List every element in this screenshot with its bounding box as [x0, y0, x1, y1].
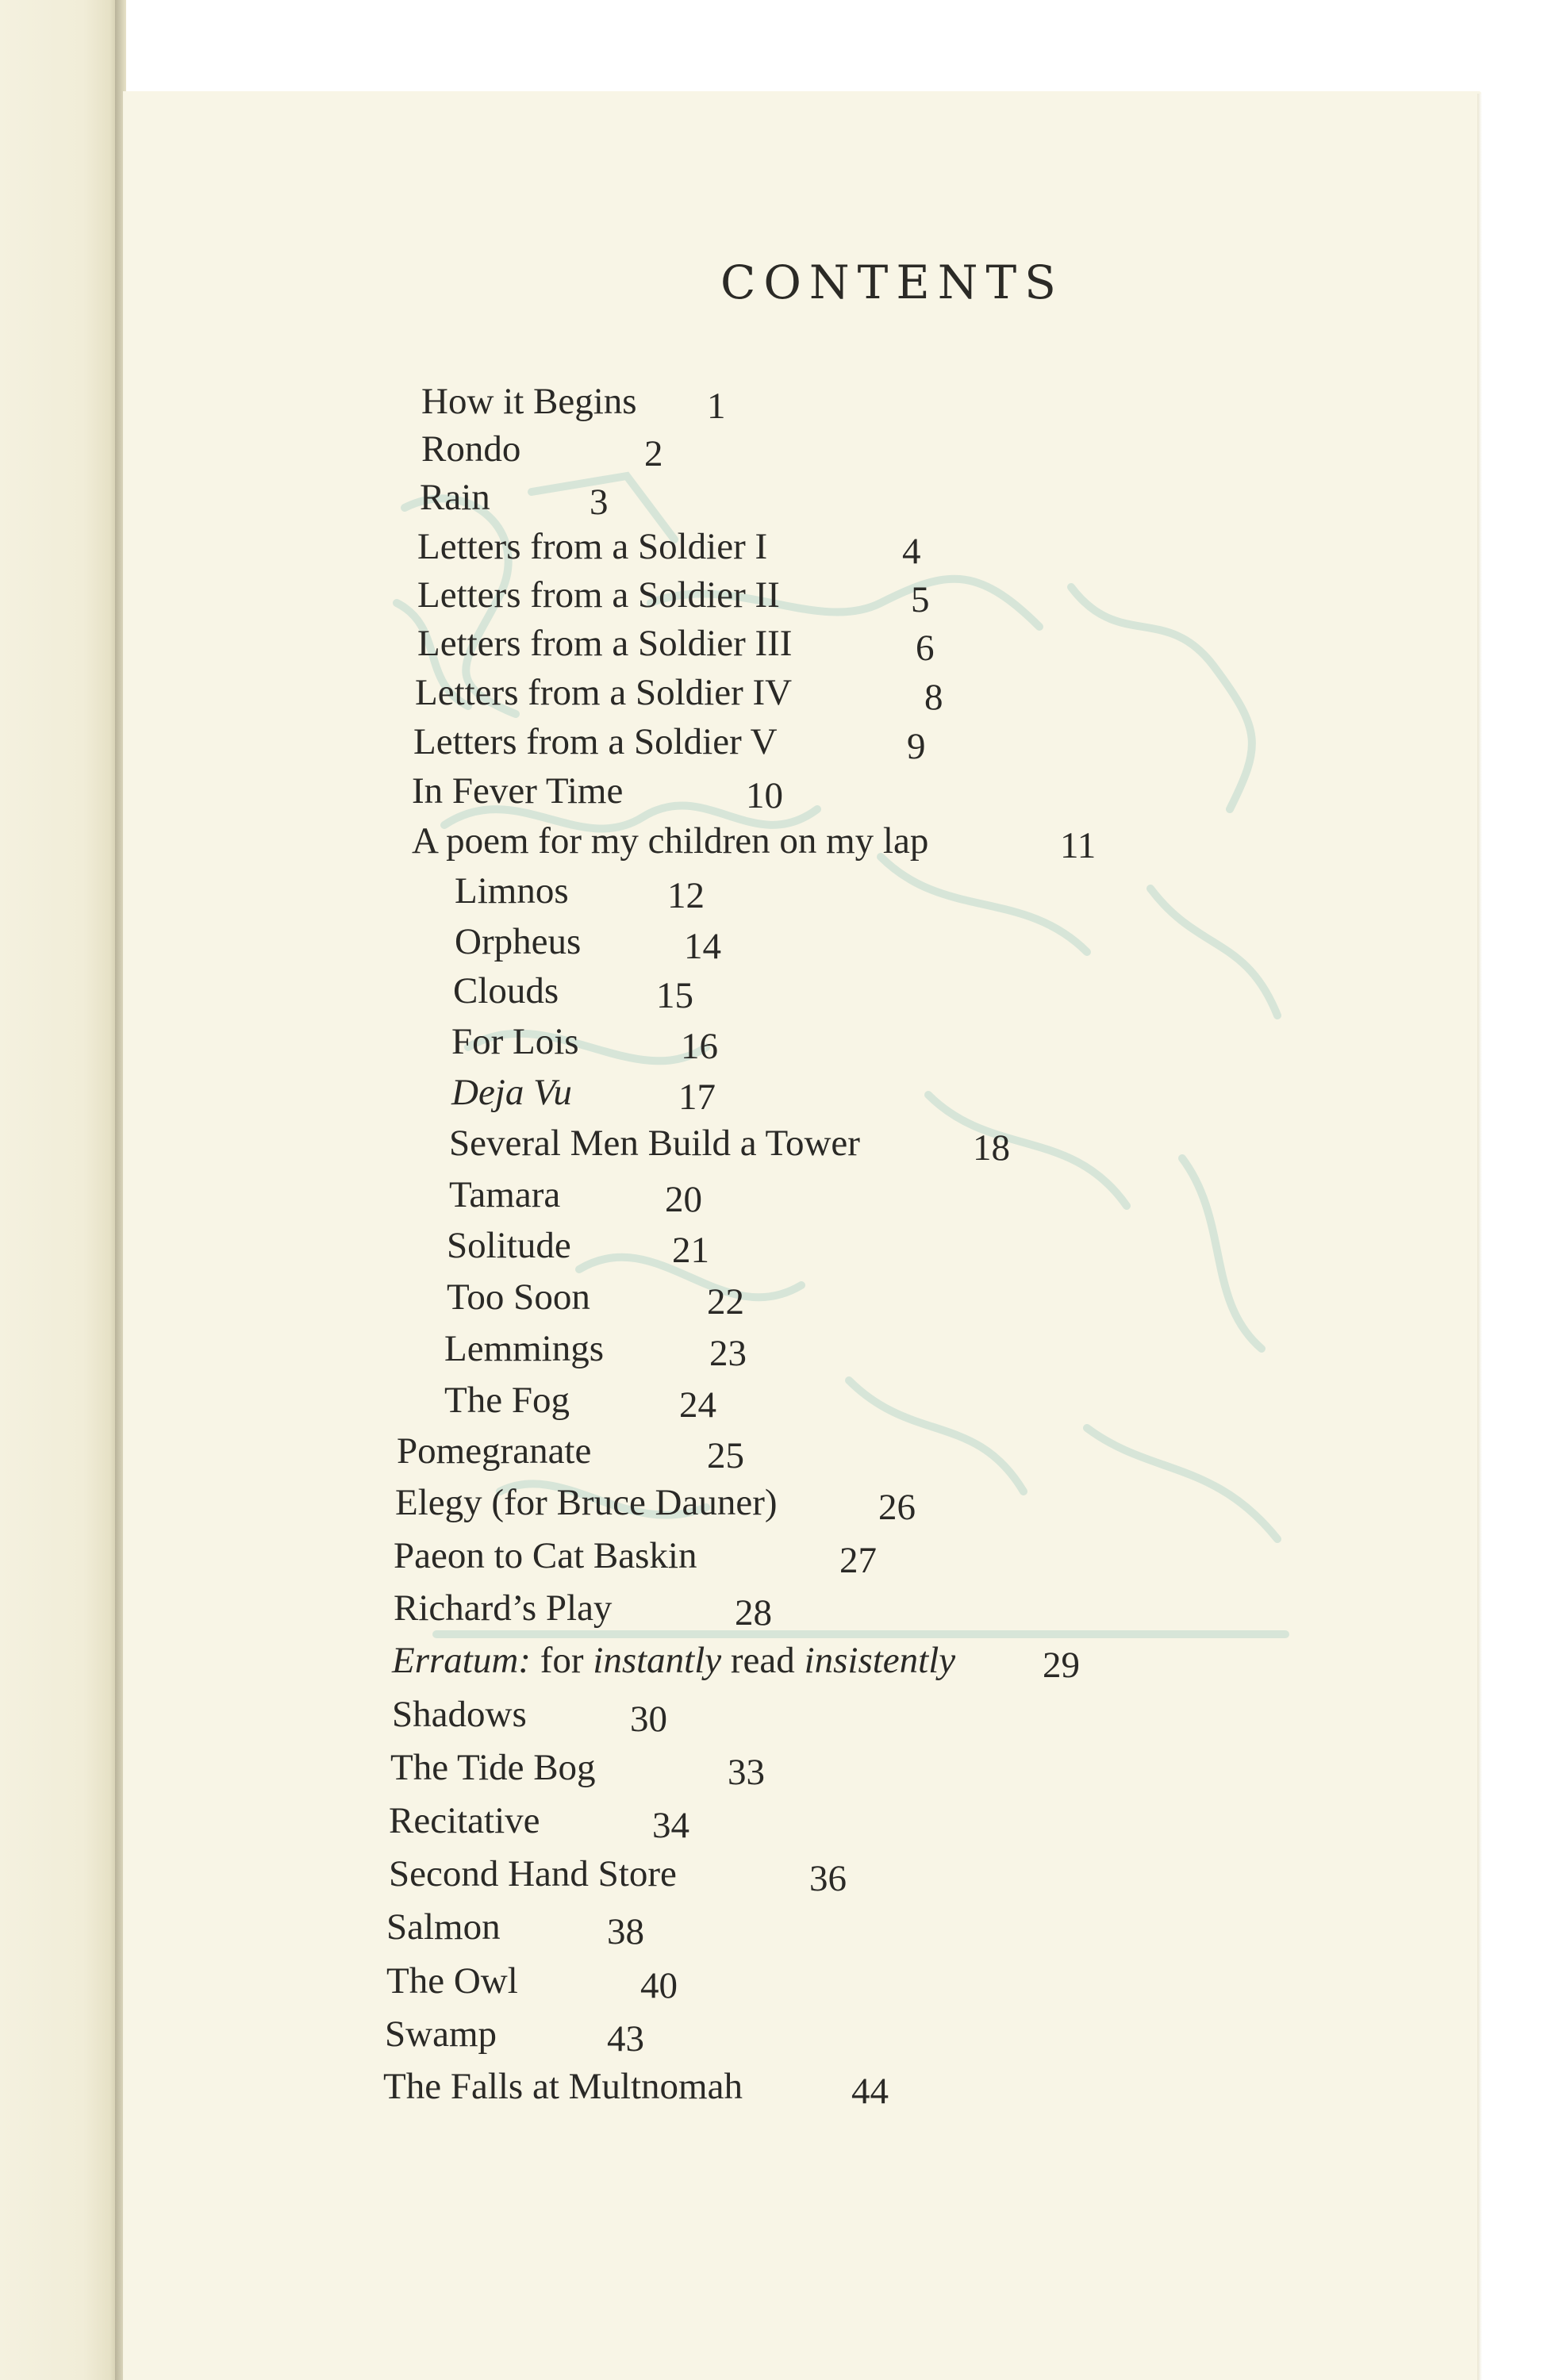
toc-entry: [417, 526, 921, 572]
entry-page: 25: [707, 1435, 744, 1476]
toc-entry: [421, 381, 726, 427]
entry-title: Tamara: [449, 1174, 561, 1215]
toc-entry: [453, 970, 693, 1016]
page-edge-shadow: [1477, 94, 1482, 2380]
toc-entry: [444, 1328, 747, 1374]
entry-page: 1: [707, 386, 726, 427]
toc-entry: [390, 1747, 765, 1793]
toc-entry: [412, 770, 783, 816]
entry-page: 24: [679, 1384, 716, 1426]
toc-entry: [451, 1072, 716, 1118]
entry-title: The Fog: [444, 1380, 570, 1421]
toc-entry: [395, 1482, 916, 1528]
entry-page: 4: [902, 531, 921, 572]
entry-page: 9: [907, 726, 926, 767]
toc-entry: [449, 1123, 1010, 1169]
toc-entry: [389, 1800, 689, 1846]
entry-title: The Owl: [386, 1960, 518, 2002]
entry-page: 15: [656, 975, 693, 1016]
toc-entry: [417, 623, 935, 669]
entry-page: 40: [640, 1965, 678, 2006]
entry-title-part: Erratum:: [392, 1640, 531, 1681]
entry-page: 34: [652, 1805, 689, 1846]
entry-title: Rondo: [421, 428, 521, 470]
toc-entry: [392, 1694, 667, 1740]
entry-page: 43: [607, 2018, 644, 2059]
toc-entry: [455, 870, 705, 916]
toc-entry: [386, 1906, 644, 1952]
entry-title: Shadows: [392, 1694, 527, 1735]
entry-page: 10: [746, 775, 783, 816]
entry-page: 12: [667, 875, 705, 916]
entry-title: Deja Vu: [451, 1072, 572, 1113]
toc-entry: [397, 1430, 744, 1476]
toc-entry: [455, 921, 721, 967]
toc-entry: [383, 2066, 889, 2112]
entry-title-part: for: [530, 1640, 593, 1681]
toc-entry: [447, 1276, 744, 1322]
entry-page: 22: [707, 1281, 744, 1322]
entry-title: The Tide Bog: [390, 1747, 596, 1788]
toc-entry: [412, 820, 1097, 866]
entry-title-part: insistently: [804, 1640, 956, 1681]
toc-entry: [413, 721, 926, 767]
toc-entry: [444, 1380, 716, 1426]
entry-page: 33: [728, 1752, 765, 1793]
toc-entry: [389, 1853, 847, 1899]
entry-title: Salmon: [386, 1906, 501, 1948]
entry-page: 36: [809, 1858, 847, 1899]
toc-entry: [417, 574, 930, 620]
entry-title: For Lois: [451, 1021, 579, 1062]
contents-heading: CONTENTS: [720, 255, 1064, 309]
entry-title-part: read: [721, 1640, 805, 1681]
entry-page: 26: [878, 1487, 916, 1528]
toc-entry: [421, 428, 663, 474]
entry-page: 21: [672, 1230, 709, 1271]
toc-entry: [420, 477, 609, 523]
entry-title: How it Begins: [421, 381, 637, 422]
entry-page: 29: [1043, 1645, 1080, 1686]
entry-title: Letters from a Soldier II: [417, 574, 780, 616]
toc-entry: [449, 1174, 702, 1220]
entry-page: 27: [839, 1540, 877, 1581]
entry-page: 8: [924, 677, 943, 718]
entry-title: Pomegranate: [397, 1430, 592, 1472]
entry-title: Orpheus: [455, 921, 582, 962]
entry-title: Clouds: [453, 970, 559, 1012]
toc-entry: [451, 1021, 718, 1067]
entry-page: 6: [916, 628, 935, 669]
entry-title: Too Soon: [447, 1276, 590, 1318]
entry-title: Second Hand Store: [389, 1853, 677, 1894]
entry-title: Rain: [420, 477, 490, 518]
entry-page: 30: [630, 1699, 667, 1740]
entry-page: 23: [709, 1333, 747, 1374]
entry-title: Solitude: [447, 1225, 571, 1266]
entry-page: 16: [681, 1026, 718, 1067]
toc-entry: [392, 1640, 1080, 1686]
entry-title: Paeon to Cat Baskin: [394, 1535, 697, 1576]
toc-entry: [415, 672, 943, 718]
entry-page: 2: [644, 433, 663, 474]
entry-page: 38: [607, 1911, 644, 1952]
toc-entry: [385, 2013, 644, 2059]
entry-title: Letters from a Soldier IV: [415, 672, 793, 713]
toc-entry: [386, 1960, 678, 2006]
entry-title: Letters from a Soldier I: [417, 526, 768, 567]
toc-entry: [447, 1225, 709, 1271]
entry-page: 17: [678, 1077, 716, 1118]
entry-page: 11: [1060, 825, 1097, 866]
entry-page: 3: [590, 482, 609, 523]
entry-page: 44: [851, 2071, 889, 2112]
entry-page: 20: [665, 1179, 702, 1220]
entry-title: Several Men Build a Tower: [449, 1123, 860, 1164]
facing-page-edge: [0, 0, 119, 2380]
entry-page: 14: [684, 926, 721, 967]
entry-title: Elegy (for Bruce Dauner): [395, 1482, 778, 1523]
entry-title: In Fever Time: [412, 770, 624, 812]
entry-title: Lemmings: [444, 1328, 605, 1369]
entry-page: 28: [735, 1592, 772, 1633]
entry-title: A poem for my children on my lap: [412, 820, 929, 862]
entry-title: Recitative: [389, 1800, 540, 1841]
entry-title: Swamp: [385, 2013, 497, 2055]
entry-title: Letters from a Soldier V: [413, 721, 778, 762]
toc-entry: [394, 1587, 772, 1633]
entry-title: Richard’s Play: [394, 1587, 613, 1629]
entry-title: Limnos: [455, 870, 569, 912]
entry-page: 5: [911, 579, 930, 620]
entry-page: 18: [973, 1127, 1010, 1169]
toc-entry: [394, 1535, 877, 1581]
entry-title: Letters from a Soldier III: [417, 623, 793, 664]
entry-title-part: instantly: [593, 1640, 722, 1681]
entry-title: The Falls at Multnomah: [383, 2066, 743, 2107]
